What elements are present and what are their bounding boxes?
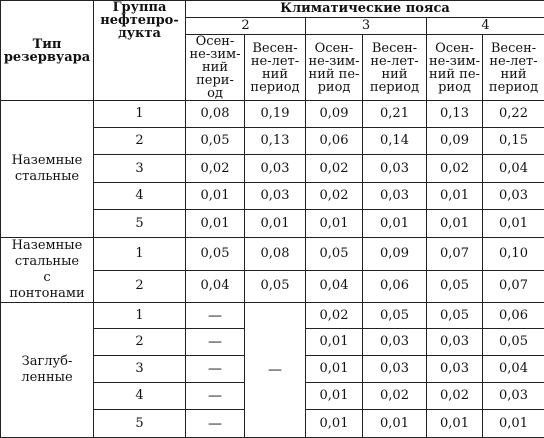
value-cell: 0,14: [363, 128, 427, 155]
tank-type-line: Заглуб-: [5, 354, 89, 370]
group-cell: 2: [94, 270, 186, 303]
tank-type-line: Наземные: [5, 153, 89, 169]
header-zone-2: 2: [186, 18, 306, 35]
value-cell: 0,02: [186, 155, 245, 183]
header-spring-summer: [245, 35, 306, 101]
value-cell: 0,21: [363, 101, 427, 128]
tank-type-line: стальные: [5, 254, 89, 270]
value-cell: 0,10: [483, 238, 544, 271]
value-cell: 0,03: [427, 356, 483, 383]
value-cell: 0,02: [306, 183, 363, 210]
value-cell: 0,03: [483, 383, 544, 410]
header-autumn-winter: [306, 35, 363, 101]
tank-type-line: ленные: [5, 370, 89, 386]
header-period-line: ний: [363, 68, 426, 81]
value-cell: 0,04: [483, 155, 544, 183]
header-period-line: не-лет-: [363, 55, 426, 68]
value-cell: 0,07: [483, 270, 544, 303]
group-cell: 2: [94, 329, 186, 356]
header-zone-3: 3: [306, 18, 427, 35]
value-cell: 0,03: [483, 183, 544, 210]
value-cell: 0,02: [306, 303, 363, 329]
value-cell: 0,03: [245, 183, 306, 210]
value-cell: 0,15: [483, 128, 544, 155]
value-cell: 0,01: [306, 329, 363, 356]
value-cell: 0,04: [306, 270, 363, 303]
header-period-line: не-зим-: [427, 55, 482, 68]
value-cell: 0,19: [245, 101, 306, 128]
group-cell: 4: [94, 383, 186, 410]
group-cell: 3: [94, 155, 186, 183]
value-cell: 0,01: [306, 210, 363, 238]
value-cell: 0,06: [306, 128, 363, 155]
header-group-line: дукта: [94, 27, 185, 40]
value-cell: 0,02: [363, 383, 427, 410]
value-cell: 0,05: [186, 128, 245, 155]
header-period-line: Весен-: [363, 42, 426, 55]
value-cell: —: [186, 303, 245, 329]
value-cell: 0,09: [363, 238, 427, 271]
value-cell-merged: —: [245, 303, 306, 438]
value-cell: 0,02: [427, 155, 483, 183]
value-cell: 0,04: [483, 356, 544, 383]
value-cell: 0,05: [427, 270, 483, 303]
value-cell: 0,09: [306, 101, 363, 128]
value-cell: 0,02: [306, 155, 363, 183]
value-cell: 0,03: [363, 183, 427, 210]
header-period-line: Весен-: [483, 42, 544, 55]
table-row: [1, 101, 544, 128]
group-cell: 5: [94, 410, 186, 438]
value-cell: 0,01: [186, 210, 245, 238]
header-spring-summer: [363, 35, 427, 101]
tank-type-line: с понтонами: [5, 270, 89, 302]
tank-type-cell: [1, 101, 94, 238]
value-cell: 0,05: [427, 303, 483, 329]
header-group: [94, 1, 186, 101]
tank-type-line: Наземные: [5, 238, 89, 254]
value-cell: 0,01: [245, 210, 306, 238]
header-period-line: период: [483, 81, 544, 94]
header-autumn-winter: [186, 35, 245, 101]
header-period-line: од: [186, 87, 244, 100]
value-cell: 0,09: [427, 128, 483, 155]
value-cell: 0,08: [186, 101, 245, 128]
group-cell: 1: [94, 238, 186, 271]
group-cell: 1: [94, 101, 186, 128]
tank-type-line: стальные: [5, 169, 89, 185]
value-cell: 0,01: [363, 410, 427, 438]
value-cell: 0,03: [245, 155, 306, 183]
header-period-line: Осен-: [306, 42, 362, 55]
header-period-line: период: [245, 81, 305, 94]
value-cell: —: [186, 410, 245, 438]
header-period-line: Осен-: [186, 35, 244, 48]
header-period-line: Весен-: [245, 42, 305, 55]
header-type: [1, 1, 94, 101]
value-cell: 0,05: [245, 270, 306, 303]
header-type-line: Тип: [1, 38, 93, 51]
header-period-line: не-лет-: [245, 55, 305, 68]
group-cell: 2: [94, 128, 186, 155]
header-group-line: Группа: [94, 1, 185, 14]
value-cell: 0,13: [245, 128, 306, 155]
value-cell: 0,05: [306, 238, 363, 271]
value-cell: 0,05: [186, 238, 245, 271]
value-cell: 0,01: [363, 210, 427, 238]
value-cell: 0,02: [427, 383, 483, 410]
value-cell: 0,04: [186, 270, 245, 303]
header-period-line: ний: [483, 68, 544, 81]
header-period-line: не-зим-: [306, 55, 362, 68]
tank-type-cell: [1, 303, 94, 438]
value-cell: 0,01: [306, 410, 363, 438]
header-period-line: риод: [427, 81, 482, 94]
header-spring-summer: [483, 35, 544, 101]
value-cell: 0,07: [427, 238, 483, 271]
header-period-line: период: [363, 81, 426, 94]
value-cell: 0,06: [363, 270, 427, 303]
header-period-line: ний пе-: [427, 68, 482, 81]
value-cell: 0,03: [363, 356, 427, 383]
value-cell: 0,05: [483, 329, 544, 356]
value-cell: 0,13: [427, 101, 483, 128]
value-cell: 0,08: [245, 238, 306, 271]
header-period-line: Осен-: [427, 42, 482, 55]
value-cell: 0,01: [306, 383, 363, 410]
value-cell: 0,01: [427, 410, 483, 438]
header-climate: Климатические пояса: [186, 1, 544, 18]
value-cell: 0,01: [427, 210, 483, 238]
table-row: [1, 238, 544, 271]
header-zone-4: 4: [427, 18, 544, 35]
header-period-line: ний пе-: [306, 68, 362, 81]
header-period-line: не-лет-: [483, 55, 544, 68]
header-period-line: ний пери-: [186, 61, 244, 87]
header-autumn-winter: [427, 35, 483, 101]
header-period-line: риод: [306, 81, 362, 94]
value-cell: 0,03: [363, 329, 427, 356]
group-cell: 1: [94, 303, 186, 329]
value-cell: 0,01: [306, 356, 363, 383]
value-cell: 0,01: [483, 410, 544, 438]
header-type-line: резервуара: [1, 51, 93, 64]
header-period-line: ний: [245, 68, 305, 81]
value-cell: 0,01: [483, 210, 544, 238]
group-cell: 5: [94, 210, 186, 238]
group-cell: 3: [94, 356, 186, 383]
value-cell: —: [186, 329, 245, 356]
table-row: [1, 303, 544, 329]
value-cell: 0,03: [427, 329, 483, 356]
value-cell: —: [186, 356, 245, 383]
tank-type-cell: [1, 238, 94, 303]
value-cell: 0,06: [483, 303, 544, 329]
value-cell: 0,05: [363, 303, 427, 329]
header-period-line: не-зим-: [186, 48, 244, 61]
value-cell: —: [186, 383, 245, 410]
value-cell: 0,01: [186, 183, 245, 210]
group-cell: 4: [94, 183, 186, 210]
header-group-line: нефтепро-: [94, 14, 185, 27]
value-cell: 0,22: [483, 101, 544, 128]
value-cell: 0,03: [363, 155, 427, 183]
value-cell: 0,01: [427, 183, 483, 210]
